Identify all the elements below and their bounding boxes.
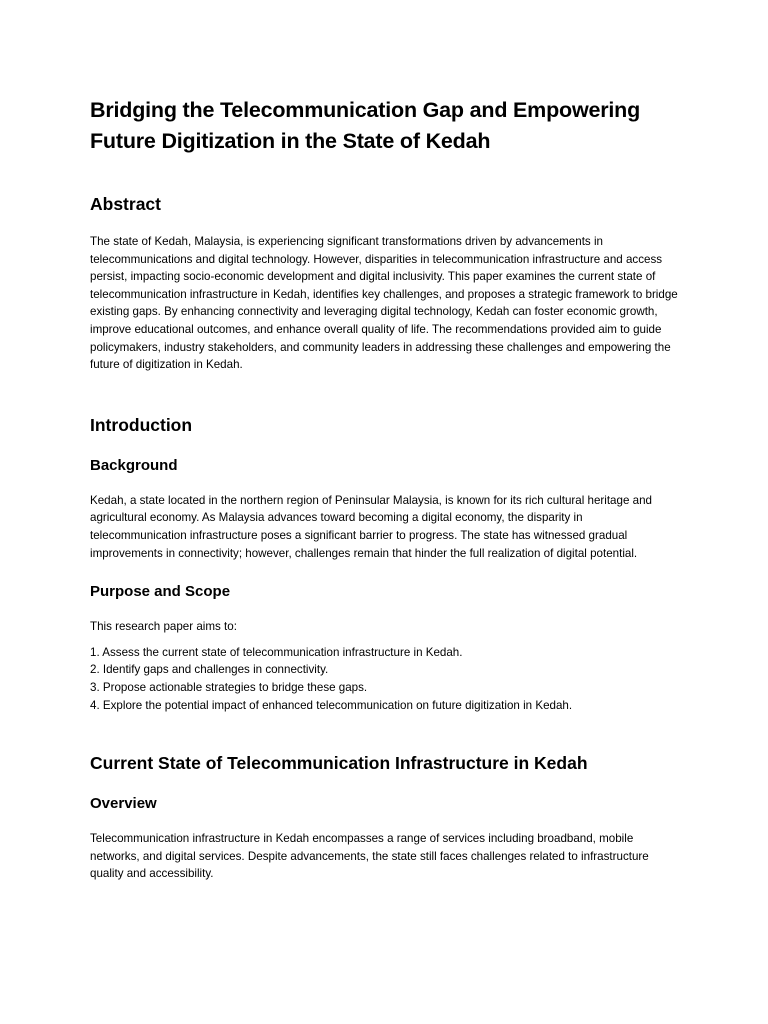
purpose-list-item: 4. Explore the potential impact of enhanced telecommunication on future digitization in Kedah. — [90, 698, 573, 712]
abstract-paragraph: The state of Kedah, Malaysia, is experiencing significant transformations driven by advancements in telecommunications and digital technology. However, disparities in telecommunication infrastructure and access persist, impacting socio-economic development and digital inclusivity. This paper examines the current state of telecommunication infrastructure in Kedah, identifies key challenges, and proposes a strategic framework to bridge existing gaps. By enhancing connectivity and leveraging digital technology, Kedah can foster economic growth, improve educational outcomes, and enhance overall quality of life. The recommendations provided aim to guide policymakers, industry stakeholders, and community leaders in addressing these challenges and empowering the future of digitization in Kedah. — [90, 235, 678, 372]
overview-paragraph: Telecommunication infrastructure in Kedah encompasses a range of services including broadband, mobile networks, and digital services. Despite advancements, the state still faces challenges related to infrastructure quality and accessibility. — [90, 832, 649, 881]
purpose-intro-paragraph: This research paper aims to: — [90, 620, 237, 634]
document-title-line-2: Future Digitization in the State of Kedah — [90, 129, 491, 153]
introduction-heading: Introduction — [90, 414, 193, 435]
background-heading: Background — [90, 456, 178, 474]
background-paragraph: Kedah, a state located in the northern region of Peninsular Malaysia, is known for its rich cultural heritage and agricultural economy. As Malaysia advances toward becoming a digital economy, the disparity in telecommunication infrastructure poses a significant barrier to progress. The state has witnessed gradual improvements in connectivity; however, challenges remain that hinder the full realization of digital potential. — [90, 493, 652, 560]
purpose-list-item: 1. Assess the current state of telecommunication infrastructure in Kedah. — [90, 645, 463, 659]
purpose-list — [90, 644, 680, 714]
purpose-scope-heading: Purpose and Scope — [90, 583, 231, 601]
purpose-list-item: 2. Identify gaps and challenges in connectivity. — [90, 663, 329, 677]
purpose-list-item: 3. Propose actionable strategies to bridge these gaps. — [90, 680, 368, 694]
document-title — [90, 95, 680, 157]
overview-heading: Overview — [90, 795, 157, 813]
abstract-heading: Abstract — [90, 194, 161, 214]
current-state-heading: Current State of Telecommunication Infrastructure in Kedah — [90, 753, 588, 774]
document-page — [90, 95, 680, 883]
document-title-line-1: Bridging the Telecommunication Gap and Empowering — [90, 98, 641, 122]
